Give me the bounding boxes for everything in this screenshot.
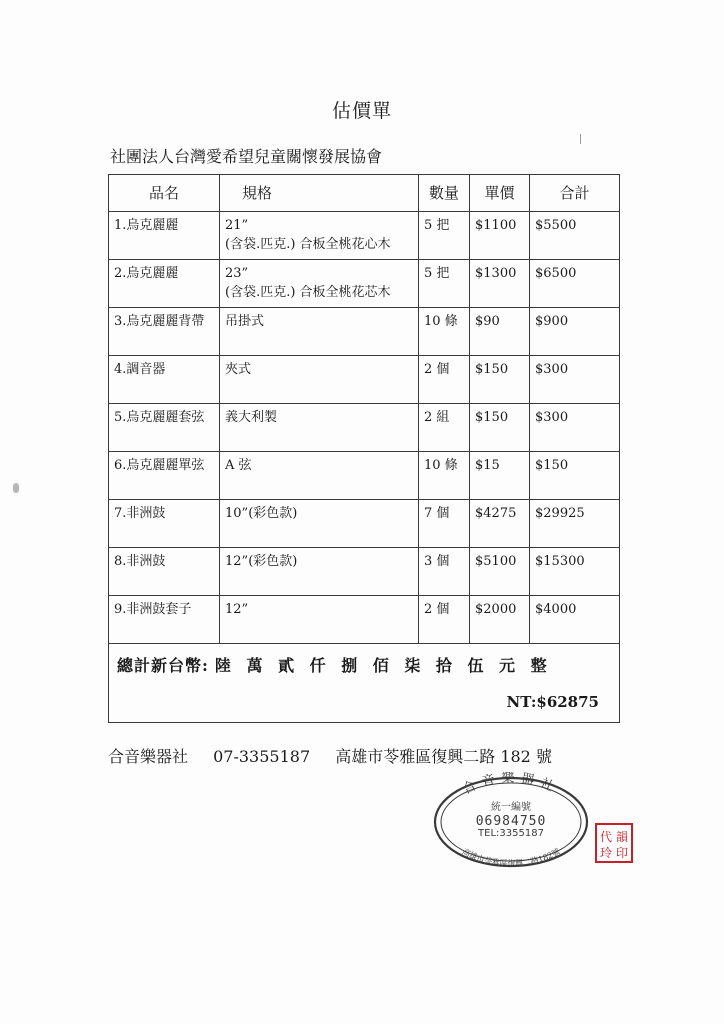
quote-table <box>108 174 620 723</box>
item-qty: 2 個 <box>419 596 470 644</box>
vendor-footer <box>108 744 552 767</box>
item-qty: 7 個 <box>419 500 470 548</box>
item-total: $900 <box>530 308 620 356</box>
item-unit-price: $2000 <box>470 596 530 644</box>
vendor-phone: 07-3355187 <box>213 747 311 766</box>
item-total: $15300 <box>530 548 620 596</box>
total-amount-nt: NT:$62875 <box>506 693 599 711</box>
item-spec-line2: (含袋.匹克.) 合板全桃花芯木 <box>225 285 391 300</box>
item-spec <box>220 212 419 260</box>
item-spec <box>220 548 419 596</box>
vendor-name: 合音樂器社 <box>108 747 189 766</box>
item-spec-line1: 10”(彩色款) <box>225 506 298 521</box>
column-header-name: 品名 <box>109 175 220 212</box>
item-qty: 3 個 <box>419 548 470 596</box>
item-unit-price: $5100 <box>470 548 530 596</box>
item-spec-line2: (含袋.匹克.) 合板全桃花心木 <box>225 237 391 252</box>
item-name: 2.烏克麗麗 <box>109 260 220 308</box>
grand-total-cell <box>109 644 620 723</box>
column-header-price: 單價 <box>470 175 530 212</box>
item-qty: 2 組 <box>419 404 470 452</box>
item-qty: 10 條 <box>419 308 470 356</box>
seal-char-1: 韻 <box>615 830 629 844</box>
item-spec-line1: 義大利製 <box>225 410 278 425</box>
item-name: 8.非洲鼓 <box>109 548 220 596</box>
item-spec <box>220 356 419 404</box>
seal-char-2: 代 <box>599 830 613 844</box>
item-unit-price: $4275 <box>470 500 530 548</box>
scan-mark <box>13 483 19 493</box>
company-stamp <box>431 772 591 868</box>
item-name: 9.非洲鼓套子 <box>109 596 220 644</box>
seal-char-4: 印 <box>615 846 629 860</box>
item-name: 7.非洲鼓 <box>109 500 220 548</box>
stamp-line3: TEL:3355187 <box>478 828 544 839</box>
item-total: $4000 <box>530 596 620 644</box>
item-unit-price: $90 <box>470 308 530 356</box>
item-total: $6500 <box>530 260 620 308</box>
total-amount-words: 陸 萬 貳 仟 捌 佰 柒 拾 伍 元 整 <box>214 656 552 675</box>
personal-seal <box>594 822 634 864</box>
document-title: 估價單 <box>331 100 392 122</box>
column-header-spec: 規格 <box>220 175 419 212</box>
item-spec <box>220 500 419 548</box>
seal-char-3: 玲 <box>599 846 613 860</box>
item-spec <box>220 452 419 500</box>
recipient-organization: 社團法人台灣愛希望兒童關懷發展協會 <box>110 147 383 166</box>
table-row <box>109 404 620 452</box>
item-unit-price: $1300 <box>470 260 530 308</box>
stamp-top-text: 合音樂器社 <box>460 772 562 798</box>
item-spec <box>220 404 419 452</box>
stamp-line2: 06984750 <box>475 814 547 829</box>
item-name: 4.調音器 <box>109 356 220 404</box>
table-row <box>109 500 620 548</box>
column-header-total: 合計 <box>530 175 620 212</box>
column-header-qty: 數量 <box>419 175 470 212</box>
item-qty: 2 個 <box>419 356 470 404</box>
table-row <box>109 308 620 356</box>
item-spec-line1: 夾式 <box>225 362 252 377</box>
table-row <box>109 356 620 404</box>
item-total: $5500 <box>530 212 620 260</box>
item-unit-price: $1100 <box>470 212 530 260</box>
item-spec-line1: 吊掛式 <box>225 314 265 329</box>
item-spec-line1: A 弦 <box>225 458 252 473</box>
table-row <box>109 452 620 500</box>
item-name: 6.烏克麗麗單弦 <box>109 452 220 500</box>
item-unit-price: $15 <box>470 452 530 500</box>
item-qty: 5 把 <box>419 212 470 260</box>
item-unit-price: $150 <box>470 404 530 452</box>
scan-tick <box>580 134 581 144</box>
item-spec-line1: 12” <box>225 602 249 617</box>
item-unit-price: $150 <box>470 356 530 404</box>
table-row <box>109 260 620 308</box>
item-total: $29925 <box>530 500 620 548</box>
item-spec <box>220 596 419 644</box>
item-spec <box>220 260 419 308</box>
stamp-line1: 統一編號 <box>491 802 531 813</box>
item-name: 1.烏克麗麗 <box>109 212 220 260</box>
item-spec-line1: 12”(彩色款) <box>225 554 298 569</box>
table-row <box>109 548 620 596</box>
item-spec-line1: 21” <box>225 218 249 233</box>
item-qty: 10 條 <box>419 452 470 500</box>
item-total: $300 <box>530 404 620 452</box>
item-name: 3.烏克麗麗背帶 <box>109 308 220 356</box>
total-in-words <box>117 656 552 675</box>
item-spec <box>220 308 419 356</box>
table-row <box>109 212 620 260</box>
item-name: 5.烏克麗麗套弦 <box>109 404 220 452</box>
stamp-bottom-text: 高雄市苓雅區復興二路182號 <box>460 846 562 868</box>
vendor-address: 高雄市苓雅區復興二路 182 號 <box>335 747 552 766</box>
table-header-row <box>109 175 620 212</box>
total-label: 總計新台幣: <box>117 656 209 675</box>
table-row <box>109 596 620 644</box>
item-total: $300 <box>530 356 620 404</box>
grand-total-row <box>109 644 620 723</box>
item-qty: 5 把 <box>419 260 470 308</box>
item-total: $150 <box>530 452 620 500</box>
item-spec-line1: 23” <box>225 266 249 281</box>
